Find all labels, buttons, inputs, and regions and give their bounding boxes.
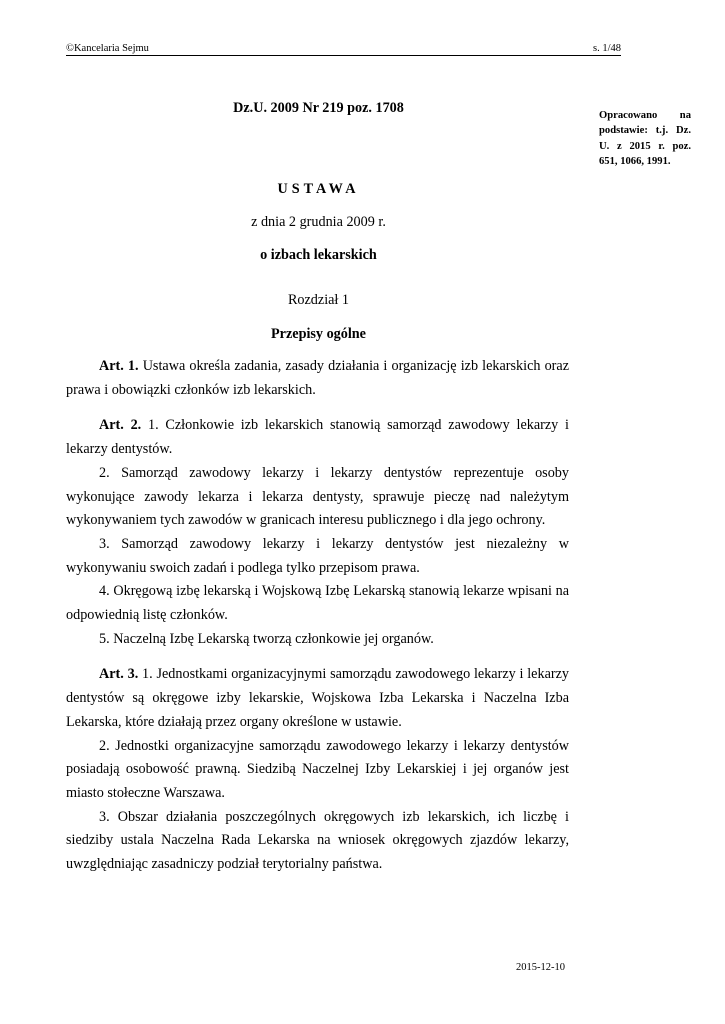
header-divider [66, 55, 621, 56]
article-number: Art. 1. [99, 358, 139, 374]
article-number: Art. 3. [99, 666, 139, 683]
article-3-paragraph-1 [66, 663, 569, 734]
article-3-paragraph-2: 2. Jednostki organizacyjne samorządu zawodowego lekarzy i lekarzy dentystów posiadają osobowość prawną. Siedzibą Naczelnej Izby Lekarskiej i jej organów jest miasto stołeczne Warszawa. [66, 737, 569, 801]
article-3-paragraph-3: 3. Obszar działania poszczególnych okręgowych izb lekarskich, ich liczbę i siedziby ustala Naczelna Rada Lekarska na wniosek okręgowych zjazdów lekarzy, uwzględniając zasadniczy podział terytorialny państwa. [66, 808, 569, 873]
act-type-heading: USTAWA [277, 181, 360, 197]
header-page-number: s. 1/48 [592, 43, 621, 54]
act-date: z dnia 2 grudnia 2009 r. [251, 214, 386, 230]
article-text: 1. Członkowie izb lekarskich stanowią samorząd zawodowy lekarzy i lekarzy dentystów. [66, 417, 569, 458]
article-2-paragraph-1 [66, 414, 569, 461]
article-2-paragraph-2: 2. Samorząd zawodowy lekarzy i lekarzy dentystów reprezentuje osoby wykonujące zawody lekarza i lekarza dentysty, sprawuje pieczę nad należytym wykonywaniem tych zawodów w granicach interesu publicznego i dla jego ochrony. [66, 464, 569, 529]
article-2-paragraph-5: 5. Naczelną Izbę Lekarską tworzą członkowie jej organów. [99, 630, 434, 647]
chapter-number: Rozdział 1 [287, 292, 350, 308]
act-subject: o izbach lekarskich [260, 247, 377, 263]
document-body [66, 355, 569, 877]
chapter-title: Przepisy ogólne [271, 326, 366, 342]
article-1 [66, 355, 569, 402]
journal-reference: Dz.U. 2009 Nr 219 poz. 1708 [233, 100, 404, 116]
header-publisher: ©Kancelaria Sejmu [66, 43, 149, 54]
article-2-paragraph-4: 4. Okręgową izbę lekarską i Wojskową Izbę Lekarską stanowią lekarze wpisani na odpowiednią listę członków. [66, 583, 569, 624]
article-number: Art. 2. [99, 417, 142, 434]
footer-date: 2015-12-10 [516, 962, 565, 973]
consolidation-note: Opracowano na podstawie: t.j. Dz. U. z 2015 r. poz. 651, 1066, 1991. [599, 110, 691, 167]
article-text: Ustawa określa zadania, zasady działania i organizację izb lekarskich oraz prawa i obowiązki członków izb lekarskich. [66, 358, 569, 398]
article-2-paragraph-3: 3. Samorząd zawodowy lekarzy i lekarzy dentystów jest niezależny w wykonywaniu swoich zadań i podlega tylko przepisom prawa. [66, 535, 569, 576]
article-text: 1. Jednostkami organizacyjnymi samorządu zawodowego lekarzy i lekarzy dentystów są okręgowe izby lekarskie, Wojskowa Izba Lekarska i Naczelna Izba Lekarska, które działają przez organy określone w ustawie. [66, 666, 569, 730]
